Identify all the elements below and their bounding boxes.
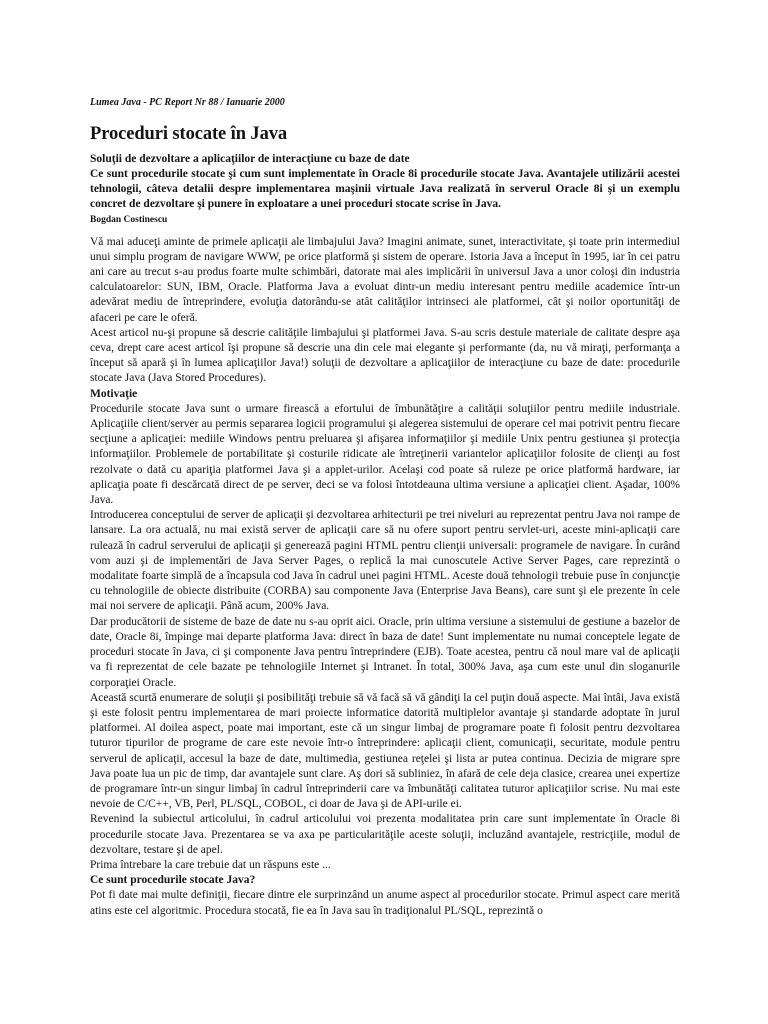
paragraph: Vă mai aduceţi aminte de primele aplicaţii ale limbajului Java? Imagini animate, sunet, interactivitate, şi toate prin intermediul unui simplu program de navigare WWW, pe orice platformă şi sistem de operare. Istoria Java a început în 1995, iar în cei patru ani care au trecut s-au produs foarte multe schimbări, datorate mai ales implicării în universul Java a unor coloşi din industria calculatoarelor: SUN, IBM, Oracle. Platforma Java a evoluat dintr-un mediu interesant pentru mediile academice într-un adevărat mediu de întreprindere, evoluţia datorându-se atât calităţilor intrinseci ale platformei, cât şi noilor oportunităţi de afaceri pe care le oferă. <box>90 235 680 324</box>
paragraph: Pot fi date mai multe definiţii, fiecare dintre ele surprinzând un anume aspect al procedurilor stocate. Primul aspect care merită atins este cel algoritmic. Procedura stocată, fie ea în Java sau în tradiţionalul PL/SQL, reprezintă o <box>90 889 680 917</box>
paragraph: Introducerea conceptului de server de aplicaţii şi dezvoltarea arhitecturii pe trei niveluri au reprezentat pentru Java noi rampe de lansare. La ora actuală, nu mai există server de aplicaţii care să nu ofere suport pentru servlet-uri, aceste mini-aplicaţii care rulează în cadrul serverului de aplicaţii şi generează pagini HTML pentru clienţii universali: programele de navigare. În curând vom auzi şi de implementări de Java Server Pages, o replică la mai cunoscutele Active Server Pages, care reprezintă o modalitate foarte simplă de a încapsula cod Java în cadrul unei pagini HTML. Aceste două tehnologii trebuie puse în conjuncţie cu tehnologiile de obiecte distribuite (CORBA) sau componente Java (Enterprise Java Beans), care sunt şi ele prezente în cele mai noi servere de aplicaţii. Până acum, 200% Java. <box>90 509 680 613</box>
paragraph: Prima întrebare la care trebuie dat un răspuns este ... <box>90 858 331 871</box>
paragraph: Acest articol nu-şi propune să descrie calităţile limbajului şi platformei Java. S-au scris destule materiale de calitate despre aşa ceva, drept care acest articol îşi propune să descrie una din cele mai elegante şi performante (da, nu vă miraţi, performanţa a început să apară şi în lumea aplicaţiilor Java!) soluţii de dezvoltare a aplicaţiilor de interacţiune cu baze de date: procedurile stocate Java (Java Stored Procedures). <box>90 326 680 385</box>
article <box>90 97 680 919</box>
article-subtitle: Soluţii de dezvoltare a aplicaţiilor de interacţiune cu baze de date <box>90 153 410 165</box>
paragraph: Dar producătorii de sisteme de baze de date nu s-au oprit aici. Oracle, prin ultima versiune a sistemului de gestiune a bazelor de date, Oracle 8i, împinge mai departe platforma Java: direct în baza de date! Sunt implementate nu numai conceptele legate de proceduri stocate în Java, ci şi componente Java pentru întreprindere (EJB). Toate acestea, pentru că noul mare val de aplicaţii va fi reprezentat de cele bazate pe tehnologiile Internet şi Intranet. În total, 300% Java, aşa cum este unul din sloganurile corporaţiei Oracle. <box>90 615 680 689</box>
section-heading-ce-sunt: Ce sunt procedurile stocate Java? <box>90 874 256 887</box>
article-lead: Ce sunt procedurile stocate şi cum sunt implementate în Oracle 8i procedurile stocate Java. Avantajele utilizării acestei tehnologii, câteva detalii despre implementarea maşinii virtuale Java realizată în serverul Oracle 8i şi un exemplu concret de dezvoltare şi punere în exploatare a unei proceduri stocate scrise în Java. <box>90 168 680 211</box>
paragraph: Această scurtă enumerare de soluţii şi posibilităţi trebuie să vă facă să vă gândiţi la cel puţin două aspecte. Mai întâi, Java există şi este folosit pentru implementarea de mari proiecte informatice datorită multiplelor avantaje şi standarde adoptate în jurul platformei. Al doilea aspect, poate mai important, este că un singur limbaj de programare poate fi folosit pentru dezvoltarea tuturor tipurilor de programe de care este nevoie într-o întreprindere: aplicaţii client, comunicaţii, securitate, module pentru serverul de aplicaţii, accesul la baze de date, multimedia, gestiunea reţelei şi lista ar putea continua. Decizia de migrare spre Java poate lua un pic de timp, dar avantajele sunt clare. Aş dori să subliniez, în afară de cele deja clasice, crearea unei expertize de programare într-un singur limbaj în cadrul întreprinderii care va îmbunătăţi calitatea tuturor aplicaţiilor scrise. Nu mai este nevoie de C/C++, VB, Perl, PL/SQL, COBOL, ci doar de Java şi de API-urile ei. <box>90 691 680 811</box>
running-header: Lumea Java - PC Report Nr 88 / Ianuarie 2000 <box>90 97 285 108</box>
paragraph: Revenind la subiectul articolului, în cadrul articolului voi prezenta modalitatea prin care sunt implementate în Oracle 8i procedurile stocate Java. Prezentarea se va axa pe particularităţile aceste soluţii, incluzând avantajele, restricţiile, modul de dezvoltare, testare şi de apel. <box>90 813 680 856</box>
article-author: Bogdan Costinescu <box>90 214 168 225</box>
section-heading-motivatie: Motivaţie <box>90 387 138 400</box>
paragraph: Procedurile stocate Java sunt o urmare firească a efortului de îmbunătăţire a calităţii soluţiilor pentru mediile industriale. Aplicaţiile client/server au permis separarea logicii programului şi alegerea sistemului de operare cel mai potrivit pentru fiecare secţiune a aplicaţiei: mediile Windows pentru preluarea şi afişarea informaţiilor şi mediile Unix pentru gestiunea şi protecţia informaţiilor. Problemele de portabilitate şi costurile ridicate ale întreţinerii variantelor aplicaţiilor folosite de clienţi au fost rezolvate o dată cu apariţia platformei Java şi a applet-urilor. Acelaşi cod poate să ruleze pe orice platformă hardware, iar aplicaţia poate fi descărcată direct de pe server, deci se va folosi întotdeauna ultima versiune a aplicaţiei client. Aşadar, 100% Java. <box>90 402 680 507</box>
article-title: Proceduri stocate în Java <box>90 124 288 144</box>
